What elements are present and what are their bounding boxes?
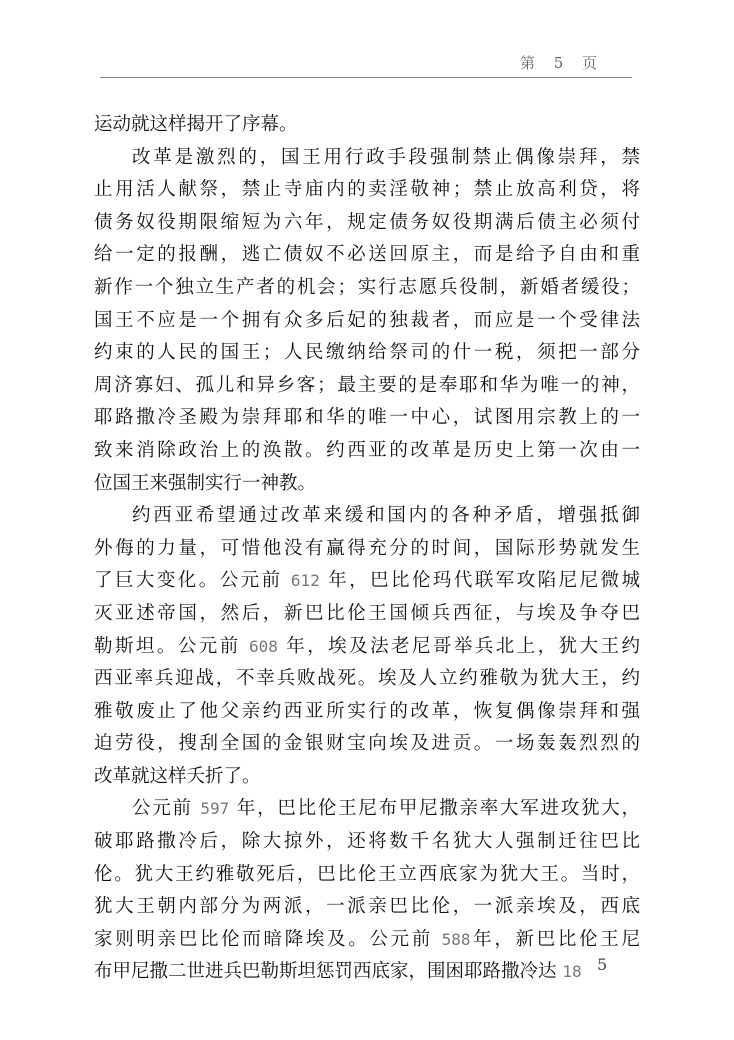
text-line: 破耶路撒冷后，除大掠外，还将数千名犹大人强制迁往巴比 (94, 831, 640, 853)
text-line: 灭亚述帝国，然后，新巴比伦王国倾兵西征，与埃及争夺巴 (94, 602, 640, 624)
text-line: 改革是激烈的，国王用行政手段强制禁止偶像崇拜，禁 (132, 146, 640, 168)
text-line: 运动就这样揭开了序幕。 (94, 114, 298, 135)
text-line: 改革就这样夭折了。 (94, 765, 261, 787)
page-header-di: 第 (520, 54, 536, 72)
text-line: 周济寡妇、孤儿和异乡客；最主要的是奉耶和华为唯一的神， (94, 374, 640, 396)
text-line: 外侮的力量，可惜他没有赢得充分的时间，国际形势就发生 (94, 537, 640, 559)
text-line: 止用活人献祭，禁止寺庙内的卖淫敬神；禁止放高利贷，将 (94, 179, 640, 201)
year-number: 608 (249, 636, 278, 656)
header-rule (100, 77, 632, 78)
text-line: 约束的人民的国王；人民缴纳给祭司的什一税，须把一部分 (94, 342, 640, 364)
text-line: 家则明亲巴比伦而暗降埃及。公元前 588年，新巴比伦王尼 (94, 928, 640, 950)
body-text (94, 109, 640, 989)
paragraph (94, 142, 640, 501)
text-line: 迫劳役，搜刮全国的金银财宝向埃及进贡。一场轰轰烈烈的 (94, 733, 640, 755)
page-header-number: 5 (553, 54, 564, 72)
text-line: 雅敬废止了他父亲约西亚所实行的改革，恢复偶像崇拜和强 (94, 700, 640, 722)
text-line: 布甲尼撒二世进兵巴勒斯坦惩罚西底家，围困耶路撒冷达 18 (94, 961, 582, 983)
text-line: 致来消除政治上的涣散。约西亚的改革是历史上第一次由一 (94, 439, 640, 461)
text-line: 公元前 597 年，巴比伦王尼布甲尼撒亲率大军进攻犹大， (132, 798, 640, 820)
text-line: 位国王来强制实行一神教。 (94, 472, 317, 494)
year-number: 588 (441, 929, 471, 949)
paragraph (94, 109, 640, 142)
text-line: 伦。犹大王约雅敬死后，巴比伦王立西底家为犹大王。当时， (94, 863, 640, 885)
paragraph (94, 793, 640, 989)
year-number: 18 (562, 962, 582, 982)
text-line: 债务奴役期限缩短为六年，规定债务奴役期满后债主必须付 (94, 211, 640, 233)
page-header (520, 52, 597, 73)
text-line: 约西亚希望通过改革来缓和国内的各种矛盾，增强抵御 (132, 505, 640, 527)
paragraph (94, 500, 640, 793)
year-number: 612 (290, 571, 320, 591)
page-header-ye: 页 (582, 54, 598, 72)
text-line: 新作一个独立生产者的机会；实行志愿兵役制，新婚者缓役； (94, 276, 640, 298)
text-line: 了巨大变化。公元前 612 年，巴比伦玛代联军攻陷尼尼微城 (94, 570, 640, 592)
text-line: 犹大王朝内部分为两派，一派亲巴比伦，一派亲埃及，西底 (94, 896, 640, 918)
text-line: 勒斯坦。公元前 608 年，埃及法老尼哥举兵北上，犹大王约 (94, 635, 640, 657)
text-line: 国王不应是一个拥有众多后妃的独裁者，而应是一个受律法 (94, 309, 640, 331)
text-line: 给一定的报酬，逃亡债奴不必送回原主，而是给予自由和重 (94, 244, 640, 266)
year-number: 597 (200, 799, 230, 819)
text-line: 耶路撒冷圣殿为崇拜耶和华的唯一中心，试图用宗教上的一 (94, 407, 640, 429)
page-number: 5 (597, 955, 608, 974)
text-line: 西亚率兵迎战，不幸兵败战死。埃及人立约雅敬为犹大王，约 (94, 668, 640, 690)
